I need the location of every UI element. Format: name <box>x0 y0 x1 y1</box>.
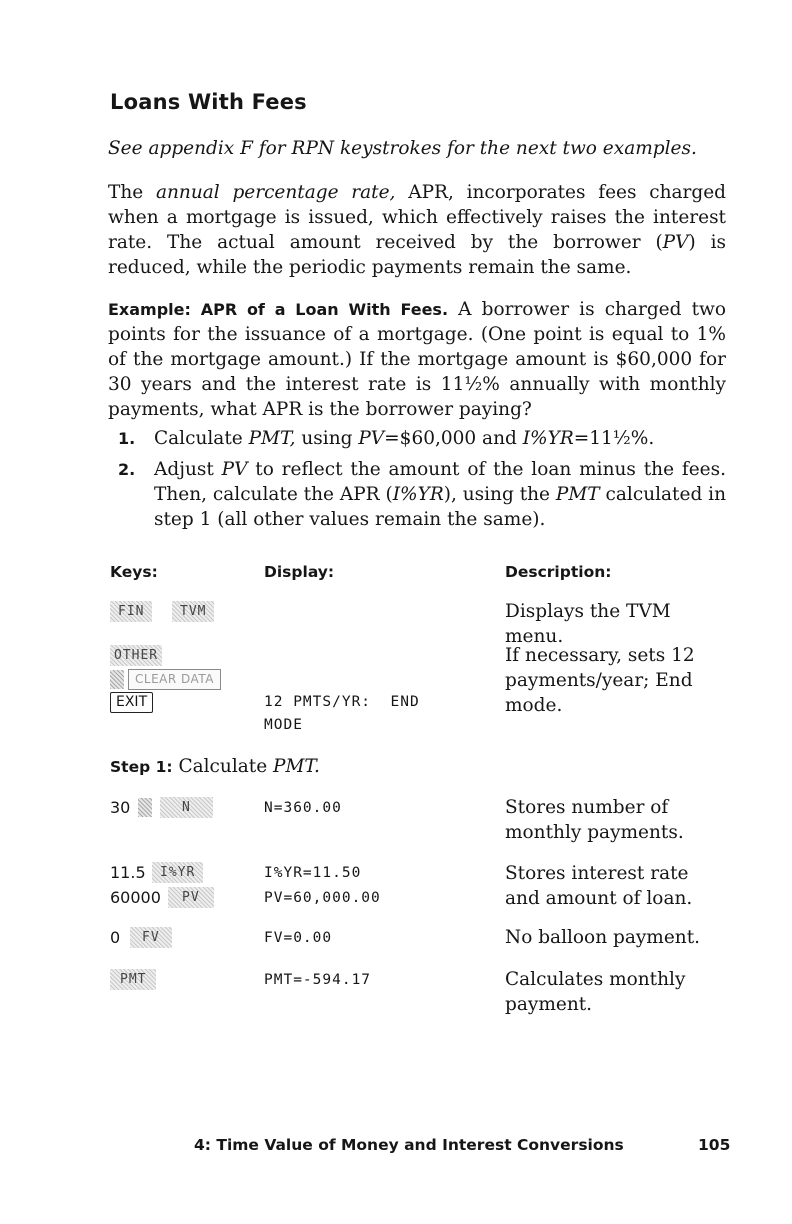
intro-paragraph: The annual percentage rate, APR, incorporates fees charged when a mortgage is issued, which effectively raises the interest rate. The actual amount received by the borrower (PV) is reduced, while the periodic payments remain the same. <box>108 182 726 278</box>
description-column-header: Description: <box>505 563 612 581</box>
pmt-description: Calculates monthly payment. <box>505 969 686 1015</box>
n-description: Stores number of monthly payments. <box>505 797 684 843</box>
step-list <box>112 426 726 538</box>
step-number: 2. <box>118 460 136 479</box>
pmt-display: PMT=-594.17 <box>264 972 372 988</box>
apr-term: annual percentage rate, <box>155 182 396 203</box>
i-keystroke-digits: 11.5 <box>110 863 146 882</box>
tvm-description: Displays the TVM menu. <box>505 601 671 647</box>
shift-key[interactable] <box>110 670 124 689</box>
tvm-menu-key[interactable]: TVM <box>172 601 214 622</box>
page-number: 105 <box>698 1136 731 1154</box>
other-menu-key[interactable]: OTHER <box>110 645 162 666</box>
chapter-footer: 4: Time Value of Money and Interest Conversions <box>194 1136 624 1154</box>
step-2: 2. Adjust PV to reflect the amount of the loan minus the fees. Then, calculate the APR (I%YR), using the PMT calculated in step 1 (all other values remain the same). <box>118 459 727 530</box>
fv-menu-key[interactable]: FV <box>130 927 172 948</box>
pv-display: PV=60,000.00 <box>264 890 381 906</box>
i-yr-display: I%YR=11.50 <box>264 865 362 881</box>
rpn-note: See appendix F for RPN keystrokes for the next two examples. <box>108 138 697 159</box>
ipv-description: Stores interest rate and amount of loan. <box>505 863 693 909</box>
fin-menu-key[interactable]: FIN <box>110 601 152 622</box>
exit-key[interactable]: EXIT <box>110 692 153 713</box>
mode-description: If necessary, sets 12 payments/year; End mode. <box>505 645 695 716</box>
shift-key[interactable] <box>138 798 152 817</box>
example-title: Example: APR of a Loan With Fees. <box>108 300 449 319</box>
fv-description: No balloon payment. <box>505 927 701 948</box>
pmt-menu-key[interactable]: PMT <box>110 969 156 990</box>
mode-display: 12 PMTS/YR: END MODE <box>264 694 420 733</box>
step-number: 1. <box>118 429 136 448</box>
display-column-header: Display: <box>264 563 335 581</box>
example-paragraph: Example: APR of a Loan With Fees. A borrower is charged two points for the issuance of a mortgage. (One point is equal to 1% of the mortgage amount.) If the mortgage amount is $60,000 for 30 years and the interest rate is 11½% annually with monthly payments, what APR is the borrower paying? <box>108 299 726 420</box>
n-menu-key[interactable]: N <box>160 797 213 818</box>
step1-heading: Step 1: Calculate PMT. <box>110 756 320 777</box>
fv-keystroke-digits: 0 <box>110 928 121 947</box>
pv-keystroke-digits: 60000 <box>110 888 161 907</box>
section-heading: Loans With Fees <box>110 90 307 114</box>
pv-menu-key[interactable]: PV <box>168 887 214 908</box>
keys-column-header: Keys: <box>110 563 158 581</box>
n-display: N=360.00 <box>264 800 342 816</box>
clear-data-key[interactable]: CLEAR DATA <box>128 669 221 690</box>
step-1: 1. Calculate PMT, using PV=$60,000 and I%YR=11½%. <box>118 428 655 449</box>
n-keystroke-digits: 30 <box>110 798 131 817</box>
i-yr-menu-key[interactable]: I%YR <box>152 862 203 883</box>
fv-display: FV=0.00 <box>264 930 333 946</box>
